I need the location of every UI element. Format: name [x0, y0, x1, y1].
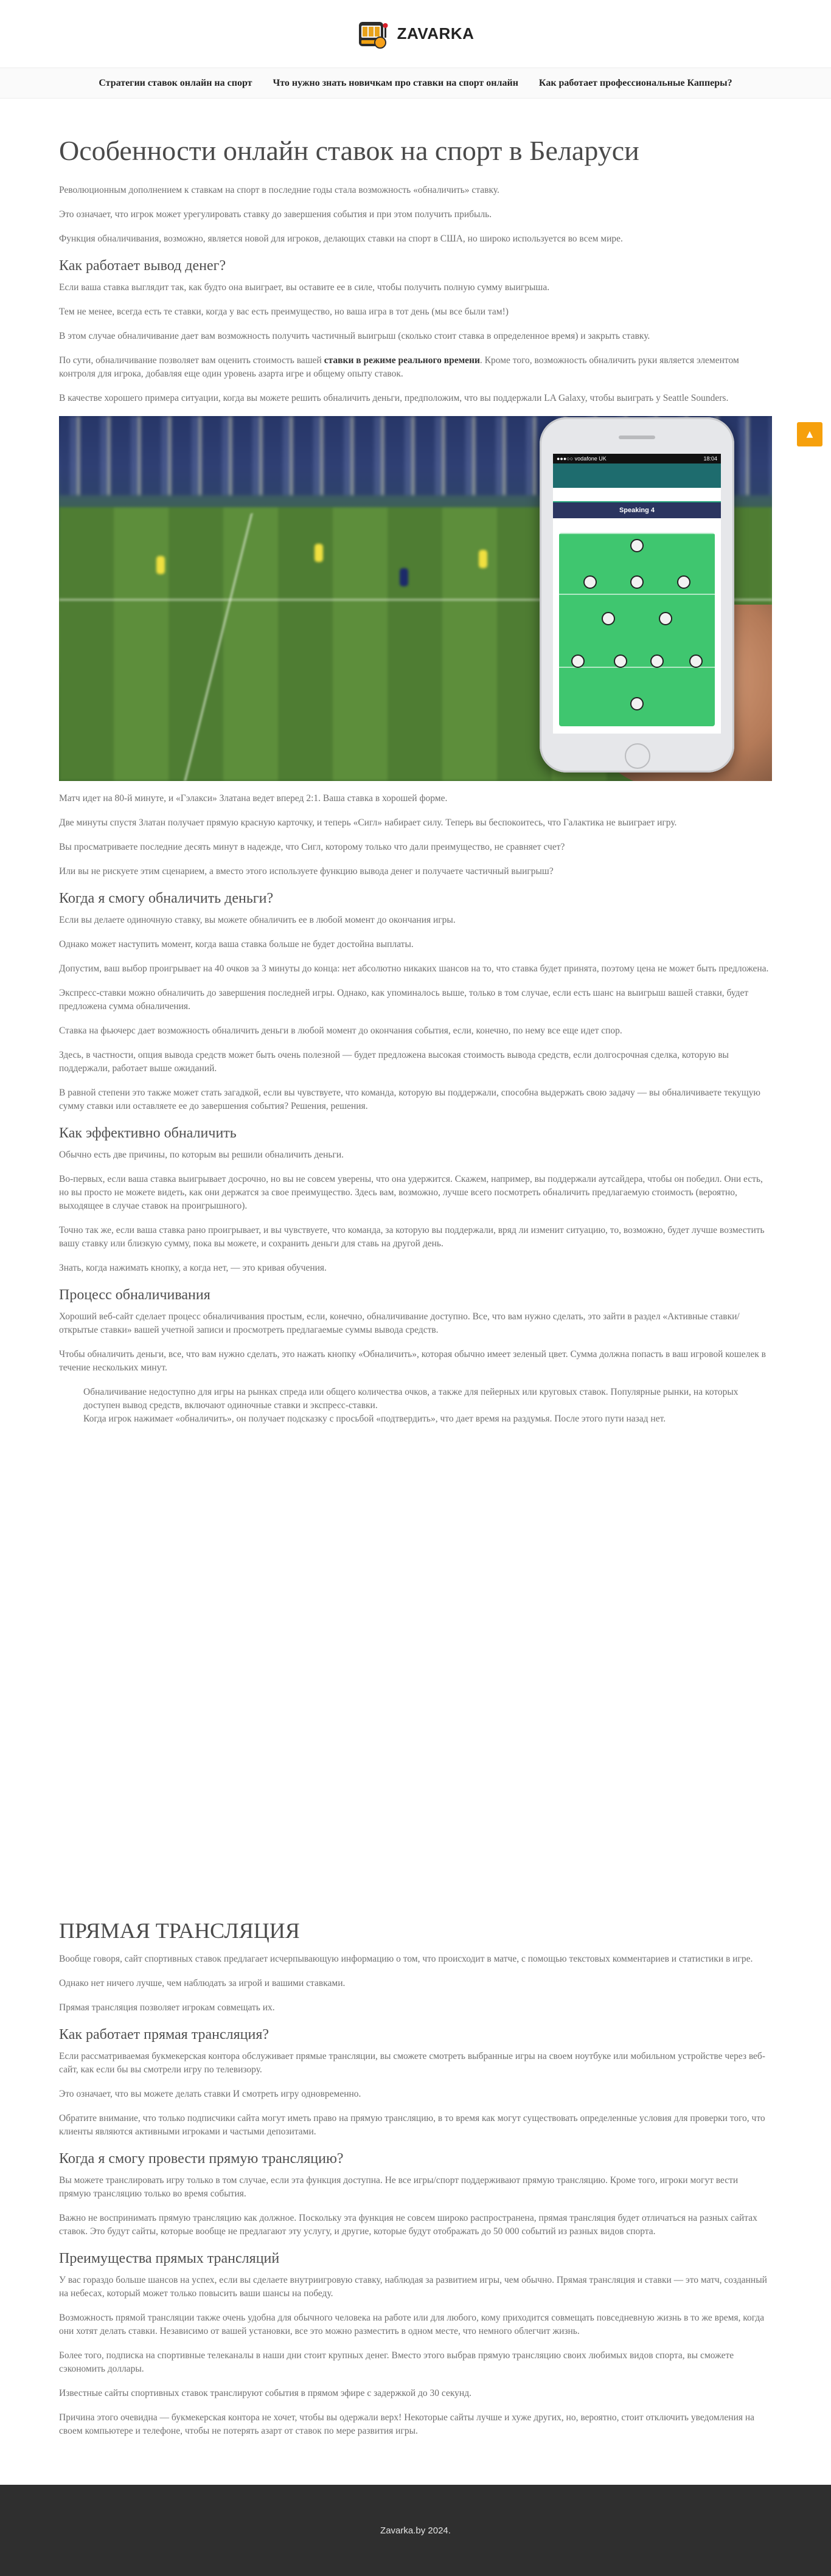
player-marker [602, 612, 615, 625]
paragraph: У вас гораздо больше шансов на успех, если вы сделаете внутриигровую ставку, наблюдая за развитием игры, чем обычно. Прямая трансляция и ставки — это матч, созданный на небесах, который может только повысить ваши шансы на победу. [59, 2275, 767, 2299]
player-marker [677, 575, 690, 589]
paragraph: Допустим, ваш выбор проигрывает на 40 очков за 3 минуты до конца: нет абсолютно никаких шансов на то, что ставка будет принята, поэтому цена не может быть предложена. [59, 963, 769, 974]
article-title: Особенности онлайн ставок на спорт в Беларуси [59, 135, 639, 166]
bold-text: ставки в режиме реального времени [324, 355, 480, 366]
player-marker [630, 575, 644, 589]
player-marker [689, 654, 703, 668]
paragraph: Однако нет ничего лучше, чем наблюдать за игрой и вашими ставками. [59, 1978, 346, 1988]
section-heading: Когда я смогу провести прямую трансляцию? [59, 2151, 344, 2167]
match-bar [553, 502, 721, 518]
paragraph: Чтобы обналичить деньги, все, что вам нужно сделать, это нажать кнопку «Обналичить», которая обычно имеет зеленый цвет. Сумма должна попасть в ваш игровой кошелек в течение нескольких минут. [59, 1349, 766, 1373]
paragraph: Знать, когда нажимать кнопку, а когда нет, — это кривая обучения. [59, 1263, 327, 1273]
player-marker [583, 575, 597, 589]
text-run: . Кроме того, возможность обналичить руки является элементом контроля для игрока, добавляя еще один уровень азарта игре и общему опыту ставок. [59, 355, 739, 379]
paragraph: Во-первых, если ваша ставка выигрывает досрочно, но вы не совсем уверены, что она удержится. Скажем, например, вы поддержали аутсайдера, чтобы он победил. Они есть, но вы просто не можете видеть, как они держатся за свое преимущество. Здесь вам, возможно, лучше всего посмотреть обналичить предлагаемую стоимость (вероятно, выходящее в случае ставок на проигрышного). [59, 1174, 763, 1211]
paragraph: Важно не воспринимать прямую трансляцию как должное. Поскольку эта функция не совсем широко распространена, прямая трансляция будет отличаться на разных сайтах ставок. Это будут сайты, которые вообще не предлагают эту услугу, и другие, которые будут отображать до 50 000 событий из разных видов спорта. [59, 2213, 757, 2237]
section-heading: Как работает вывод денег? [59, 258, 226, 274]
player-marker [650, 654, 664, 668]
player-marker [630, 697, 644, 710]
scroll-to-top-button[interactable] [797, 422, 822, 446]
paragraph: Если вы делаете одиночную ставку, вы можете обналичить ее в любой момент до окончания игры. [59, 915, 456, 925]
section-heading: Как работает прямая трансляция? [59, 2027, 269, 2043]
nav-link-cappers[interactable]: Как работает профессиональные Капперы? [538, 77, 732, 88]
paragraph: Две минуты спустя Златан получает прямую красную карточку, и теперь «Сигл» набирает силу. Теперь вы беспокоитесь, что Галактика не выиграет игру. [59, 818, 677, 828]
article [59, 99, 772, 2438]
field-line [559, 594, 715, 595]
paragraph: Тем не менее, всегда есть те ставки, когда у вас есть преимущество, но ваша игра в тот день (мы все были там!) [59, 307, 509, 317]
field-line [559, 533, 715, 534]
footer-copyright: Zavarka.by 2024. [380, 2525, 451, 2536]
paragraph: Точно так же, если ваша ставка рано проигрывает, и вы чувствуете, что команда, за которую вы поддержали, вряд ли изменит ситуацию, то, возможно, будет лучше возместить вашу ставку или близкую сумму, пока вы можете, и сохранить деньги для ставь на другой день. [59, 1225, 765, 1249]
paragraph: Ставка на фьючерс дает возможность обналичить деньги в любой момент до окончания события, если, конечно, по нему все еще идет спор. [59, 1026, 622, 1036]
paragraph: Если ваша ставка выглядит так, как будто она выиграет, вы оставите ее в силе, чтобы получить полную сумму выигрыша. [59, 282, 550, 293]
phone-status-bar [553, 454, 721, 463]
nav-link-strategies[interactable]: Стратегии ставок онлайн на спорт [99, 77, 252, 88]
player-figure [315, 544, 323, 562]
player-marker [614, 654, 627, 668]
app-tabs [553, 488, 721, 502]
section-heading: Как эффективно обналичить [59, 1125, 237, 1141]
section-title-live: ПРЯМАЯ ТРАНСЛЯЦИЯ [59, 1918, 300, 1943]
site-header [0, 0, 831, 68]
blockquote [83, 1386, 772, 1426]
paragraph: Однако может наступить момент, когда ваша ставка больше не будет достойна выплаты. [59, 939, 414, 950]
paragraph: Функция обналичивания, возможно, является новой для игроков, делающих ставки на спорт в США, но широко используется во всем мире. [59, 234, 623, 244]
main-nav [0, 68, 831, 99]
paragraph [59, 354, 772, 381]
carrier-label: ●●●○○ vodafone UK [557, 456, 607, 462]
logo-text: ZAVARKA [397, 24, 475, 43]
article-image-phone-football [59, 416, 772, 781]
quote-text: Когда игрок нажимает «обналичить», он получает подсказку с просьбой «подтвердить», что дает время на раздумья. После этого пути назад нет. [83, 1414, 666, 1424]
site-logo[interactable] [357, 17, 475, 51]
paragraph: Революционным дополнением к ставкам на спорт в последние годы стала возможность «обналичить» ставку. [59, 185, 499, 195]
paragraph: В этом случае обналичивание дает вам возможность получить частичный выигрыш (сколько стоит ставка в определенное время) и закрыть ставку. [59, 331, 650, 341]
slot-machine-icon [357, 17, 391, 51]
paragraph: Вы можете транслировать игру только в том случае, если эта функция доступна. Не все игры/спорт поддерживают прямую трансляцию. Кроме того, игроки могут вести прямую трансляцию только во время события. [59, 2175, 739, 2199]
field-line [559, 667, 715, 668]
quote-text: Обналичивание недоступно для игры на рынках спреда или общего количества очков, а также для пейерных или круговых ставок. Популярные рынки, на которых доступен вывод средств, включают одиночные ставки и экспресс-ставки. [83, 1387, 739, 1411]
section-heading: Преимущества прямых трансляций [59, 2251, 280, 2266]
match-label: Speaking 4 [619, 507, 655, 514]
blank-area [59, 1437, 772, 1917]
player-marker [630, 539, 644, 552]
paragraph: В равной степени это также может стать загадкой, если вы чувствуете, что команда, которую вы поддержали, способна выдержать свою задачу — вы обналичиваете текущую сумму ставки или оставляете ее до завершения события? Решения, решения. [59, 1088, 761, 1111]
paragraph: Или вы не рискуете этим сценарием, а вместо этого используете функцию вывода денег и получаете частичный выигрыш? [59, 866, 554, 877]
player-figure [156, 556, 165, 574]
player-marker [571, 654, 585, 668]
paragraph: Известные сайты спортивных ставок транслируют события в прямом эфире с задержкой до 30 секунд. [59, 2388, 471, 2398]
time-label: 18:04 [703, 456, 717, 462]
nav-link-beginners[interactable]: Что нужно знать новичкам про ставки на спорт онлайн [273, 77, 518, 88]
chevron-up-icon: ▲ [806, 429, 813, 439]
player-marker [659, 612, 672, 625]
paragraph: Если рассматриваемая букмекерская контора обслуживает прямые трансляции, вы сможете смотреть выбранные игры на своем ноутбуке или мобильном устройстве через веб-сайт, как если бы вы смотрели игру по телевизору. [59, 2051, 765, 2075]
paragraph: Хороший веб-сайт сделает процесс обналичивания простым, если, конечно, обналичивание доступно. Все, что вам нужно сделать, это зайти в раздел «Активные ставки/открытые ставки» вашей учетной записи и просмотреть предлагаемые суммы вывода средств. [59, 1311, 740, 1335]
phone-screen [553, 454, 721, 734]
section-heading: Когда я смогу обналичить деньги? [59, 890, 274, 906]
home-button [625, 743, 650, 769]
paragraph: Обратите внимание, что только подписчики сайта могут иметь право на прямую трансляцию, в то время как могут существовать определенные условия для проверки того, что клиенты являются активными игроками и частыми депозитами. [59, 2113, 765, 2137]
app-bar [553, 463, 721, 488]
paragraph: Вообще говоря, сайт спортивных ставок предлагает исчерпывающую информацию о том, что происходит в матче, с помощью текстовых комментариев и статистики в игре. [59, 1954, 753, 1964]
paragraph: Здесь, в частности, опция вывода средств может быть очень полезной — будет предложена высокая стоимость вывода средств, если долгосрочная сделка, которую вы поддержали, работает выше ожиданий. [59, 1050, 729, 1074]
paragraph: Матч идет на 80-й минуте, и «Гэлакси» Златана ведет вперед 2:1. Ваша ставка в хорошей форме. [59, 793, 448, 804]
lineup-field [559, 533, 715, 726]
paragraph: Это означает, что игрок может урегулировать ставку до завершения события и при этом получить прибыль. [59, 209, 492, 220]
site-footer [0, 2485, 831, 2576]
phone-speaker [619, 436, 655, 439]
paragraph: Причина этого очевидна — букмекерская контора не хочет, чтобы вы одержали верх! Некоторые сайты лучше и хуже других, но, вероятно, стоит отключить уведомления на своем компьютере и телефоне, чтобы не потерять азарт от ставок по мере развития игры. [59, 2412, 755, 2436]
paragraph: Это означает, что вы можете делать ставки И смотреть игру одновременно. [59, 2089, 361, 2099]
paragraph: Более того, подписка на спортивные телеканалы в наши дни стоит крупных денег. Вместо этого выбрав прямую трансляцию своих любимых видов спорта, вы сможете сэкономить доллары. [59, 2350, 734, 2374]
smartphone [540, 417, 734, 772]
paragraph: Экспресс-ставки можно обналичить до завершения последней игры. Однако, как упоминалось выше, только в том случае, если есть шанс на выигрыш вашей ставки, будет предложена сумма обналичения. [59, 988, 749, 1012]
paragraph: Обычно есть две причины, по которым вы решили обналичить деньги. [59, 1150, 344, 1160]
player-figure [479, 550, 487, 568]
paragraph: Вы просматриваете последние десять минут в надежде, что Сигл, которому только что дали преимущество, не сравняет счет? [59, 842, 565, 852]
text-run: По сути, обналичивание позволяет вам оценить стоимость вашей [59, 355, 324, 366]
paragraph: Возможность прямой трансляции также очень удобна для обычного человека на работе или для любого, кому приходится совмещать повседневную жизнь в то же время, когда они хотят делать ставки. Независимо от вашей установки, все это можно разместить в одном месте, что немного облегчит жизнь. [59, 2313, 765, 2336]
player-figure [400, 568, 408, 586]
paragraph: Прямая трансляция позволяет игрокам совмещать их. [59, 2002, 275, 2013]
paragraph: В качестве хорошего примера ситуации, когда вы можете решить обналичить деньги, предположим, что вы поддержали LA Galaxy, чтобы выиграть у Seattle Sounders. [59, 393, 729, 403]
section-heading: Процесс обналичивания [59, 1287, 210, 1303]
